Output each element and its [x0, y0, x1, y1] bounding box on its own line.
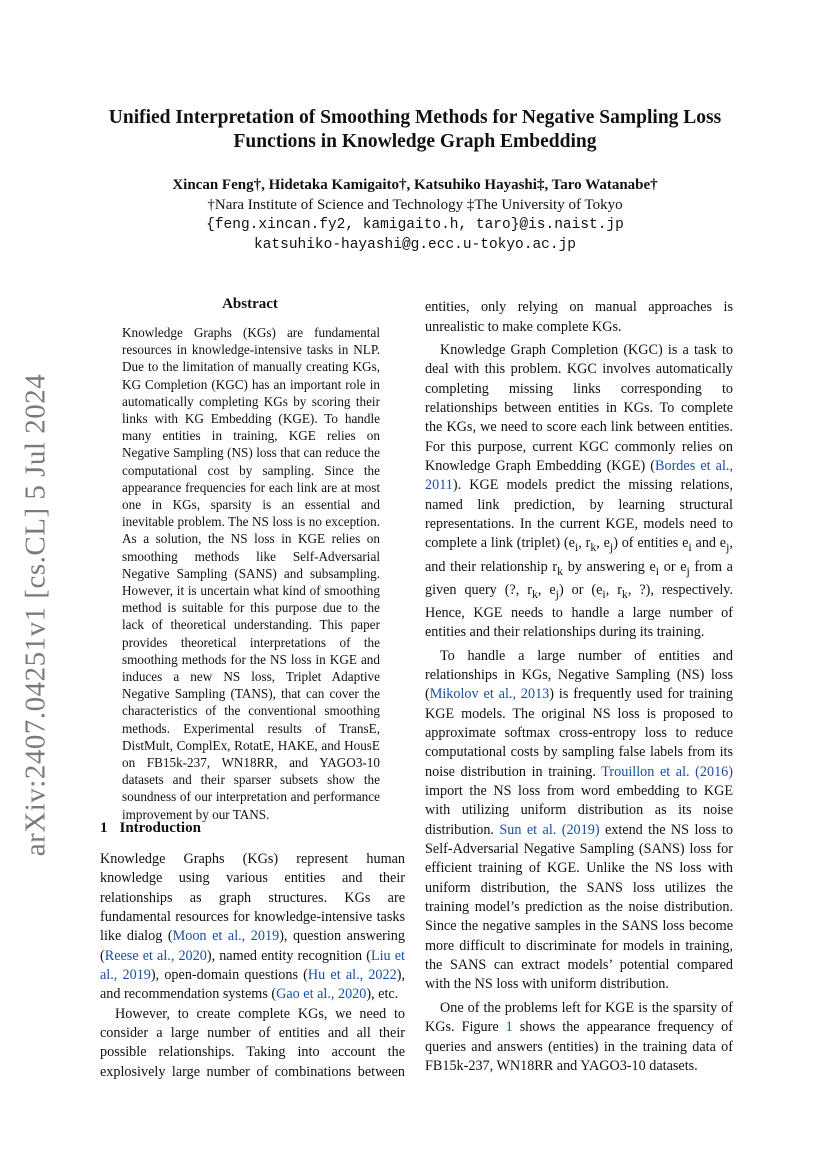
citation-link[interactable]: Moon et al., 2019: [172, 928, 280, 945]
paper-title: [90, 106, 740, 154]
abstract-heading: Abstract: [222, 296, 278, 312]
arxiv-identifier: arXiv:2407.04251v1 [cs.CL] 5 Jul 2024: [19, 373, 52, 857]
email-line-2: katsuhiko-hayashi@g.ecc.u-tokyo.ac.jp: [254, 237, 576, 253]
intro-paragraph-2: However, to create complete KGs, we need to consider a large number of entities and all their possible relationships. Taking into account the explosively large number of combinations between: [100, 1005, 405, 1080]
intro-paragraph-4: To handle a large number of entities and relationships in KGs, Negative Sampling (NS) loss (Mikolov et al., 2013) is frequently used for training KGE models. The original NS loss is proposed to approximate softmax cross-entropy loss to reduce computational costs by sampling false labels from its noise distribution in training. Trouillon et al. (2016) import the NS loss from word embedding to KGE with utilizing uniform distribution as its noise distribution. Sun et al. (2019) extend the NS loss to Self-Adversarial Negative Sampling (SANS) loss for efficient training of KGE. Unlike the NS loss with uniform distribution, the SANS loss utilizes the training model’s prediction as the noise distribution. Since the negative samples in the SANS loss become more difficult to discriminate for models in training, the SANS can extract models’ potential compared with the NS loss with uniform distribution.: [425, 647, 733, 993]
section-title: Introduction: [119, 820, 201, 836]
intro-paragraph-1: Knowledge Graphs (KGs) represent human knowledge using various entities and their relationships as graph structures. KGs are fundamental resources for knowledge-intensive tasks like dialog (Moon et al., 2019), question answering (Reese et al., 2020), named entity recognition (Liu et al., 2019), open-domain questions (Hu et al., 2022), and recommendation systems (Gao et al., 2020), etc.: [100, 851, 405, 1003]
author-list: Xincan Feng†, Hidetaka Kamigaito†, Katsuhiko Hayashi‡, Taro Watanabe†: [172, 177, 658, 193]
email-line-1: {feng.xincan.fy2, kamigaito.h, taro}@is.naist.jp: [206, 217, 624, 233]
intro-paragraph-3: Knowledge Graph Completion (KGC) is a task to deal with this problem. KGC involves automatically completing missing links corresponding to relationships between entities in KGs. To complete the KGs, we need to score each link between entities. For this purpose, current KGC commonly relies on Knowledge Graph Embedding (KGE) (Bordes et al., 2011). KGE models predict the missing relations, named link prediction, by learning structural representations. In the current KGE, models need to complete a link (triplet) ($e_i$, $r_k$, $e_j$) of entities $e_i$ and $e_j$, and their relationship $r_k$ by answering $e_i$ or $e_j$ from a given query (?, $r_k$, $e_j$) or ($e_i$, $r_k$, ?), respectively. Hence, KGE needs to handle a large number of entities and their relationships during its training.: [425, 342, 733, 641]
citation-link[interactable]: Hu et al., 2022: [307, 967, 397, 984]
intro-paragraph-5: One of the problems left for KGE is the sparsity of KGs. Figure 1 shows the appearance frequency of queries and answers (entities) in the training data of FB15k-237, WN18RR and YAGO3-10 datasets.: [425, 999, 733, 1074]
intro-paragraph-2-continued: entities, only relying on manual approaches is unrealistic to make complete KGs.: [425, 299, 733, 335]
citation-link[interactable]: Liu et al., 2019: [100, 947, 405, 984]
citation-link[interactable]: Mikolov et al., 2013: [429, 686, 550, 703]
citation-link[interactable]: Gao et al., 2020: [276, 986, 367, 1003]
affiliations: †Nara Institute of Science and Technology ‡The University of Tokyo: [207, 197, 623, 213]
section-heading-introduction: [100, 820, 201, 837]
arxiv-sidebar-stamp: [12, 373, 60, 857]
left-column: [100, 850, 405, 1083]
citation-link[interactable]: Reese et al., 2020: [104, 947, 207, 964]
citation-link[interactable]: Sun et al. (2019): [499, 821, 600, 838]
figure-reference-link[interactable]: 1: [505, 1019, 513, 1036]
section-number: 1: [100, 820, 108, 836]
title-line-1: Unified Interpretation of Smoothing Methods for Negative Sampling Loss: [108, 107, 722, 128]
right-column: [425, 298, 733, 1076]
abstract-text: Knowledge Graphs (KGs) are fundamental resources in knowledge-intensive tasks in NLP. Due to the limitation of manually creating KGs, KG Completion (KGC) has an important role in automatically completing KGs by scoring their links with KG Embedding (KGE). To handle many entities in training, KGE relies on Negative Sampling (NS) loss that can reduce the computational cost by sampling. Since the appearance frequencies for each link are at most one in KGs, sparsity is an essential and inevitable problem. The NS loss is no exception. As a solution, the NS loss in KGE relies on smoothing methods like Self-Adversarial Negative Sampling (SANS) and subsampling. However, it is uncertain what kind of smoothing method is suitable for this purpose due to the lack of theoretical understanding. This paper provides theoretical interpretations of the smoothing methods for the NS loss in KGE and induces a new NS loss, Triplet Adaptive Negative Sampling (TANS), that can cover the characteristics of the conventional smoothing methods. Experimental results of TransE, DistMult, ComplEx, RotatE, HAKE, and HousE on FB15k-237, WN18RR, and YAGO3-10 datasets and their sparser subsets show the soundness of our interpretation and performance improvement by our TANS.: [122, 325, 380, 822]
title-line-2: Functions in Knowledge Graph Embedding: [233, 131, 597, 152]
citation-link[interactable]: Bordes et al., 2011: [425, 458, 733, 494]
citation-link[interactable]: Trouillon et al. (2016): [601, 763, 733, 780]
